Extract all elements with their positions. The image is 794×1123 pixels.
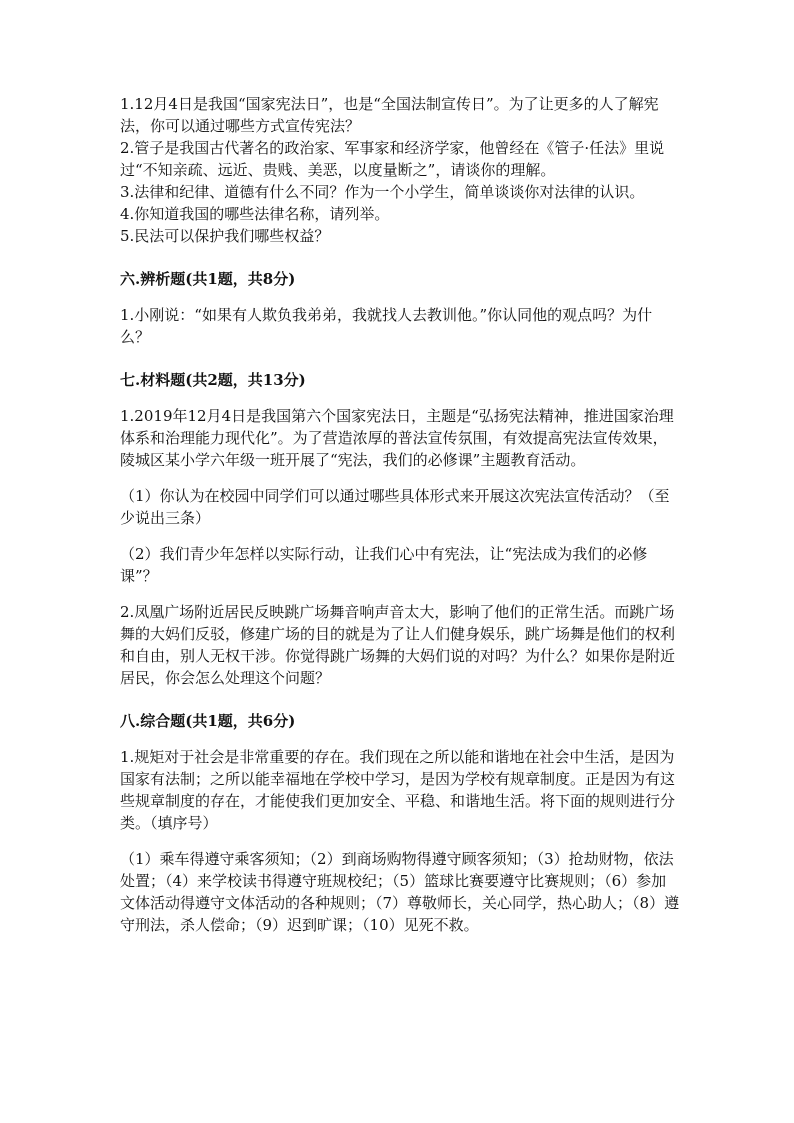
section-6-question-1: 1.小刚说：“如果有人欺负我弟弟，我就找人去教训他。”你认同他的观点吗？为什么？ [120, 306, 653, 346]
section-7-question-2: 2.凤凰广场附近居民反映跳广场舞音响声音太大，影响了他们的正常生活。而跳广场舞的大妈们反驳，修建广场的目的就是为了让人们健身娱乐，跳广场舞是他们的权利和自由，别人无权干涉。你觉得跳广场舞的大妈们说的对吗？为什么？如果你是附近居民，你会怎么处理这个问题？ [120, 603, 676, 687]
short-answer-q3: 3.法律和纪律、道德有什么不同？作为一个小学生，简单谈谈你对法律的认识。 [120, 183, 645, 201]
section-8-question-1: 1.规矩对于社会是非常重要的存在。我们现在之所以能和谐地在社会中生活，是因为国家有法制；之所以能幸福地在学校中学习，是因为学校有规章制度。正是因为有这些规章制度的存在，才能使我们更加安全、平稳、和谐地生活。将下面的规则进行分类。（填序号） [120, 748, 676, 832]
short-answer-q5: 5.民法可以保护我们哪些权益？ [120, 227, 330, 245]
section-7-title: 七.材料题(共2题，共13分) [120, 371, 306, 389]
section-6-title: 六.辨析题(共1题，共8分) [120, 270, 296, 288]
page-content [120, 93, 680, 936]
section-7-question-1-sub-1: （1）你认为在校园中同学们可以通过哪些具体形式来开展这次宪法宣传活动？（至少说出三条） [120, 487, 670, 527]
section-8-title: 八.综合题(共1题，共6分) [120, 712, 296, 730]
section-7-question-1: 1.2019年12月4日是我国第六个国家宪法日，主题是“弘扬宪法精神，推进国家治理体系和治理能力现代化”。为了营造浓厚的普法宣传氛围，有效提高宪法宣传效果，陵城区某小学六年级一班开展了“宪法，我们的必修课”主题教育活动。 [120, 407, 674, 469]
section-7-question-1-sub-2: （2）我们青少年怎样以实际行动，让我们心中有宪法，让“宪法成为我们的必修课”？ [120, 545, 648, 585]
short-answer-q4: 4.你知道我国的哪些法律名称，请列举。 [120, 205, 390, 223]
short-answer-q2: 2.管子是我国古代著名的政治家、军事家和经济学家，他曾经在《管子·任法》里说过“不知亲疏、远近、贵贱、美恶，以度量断之”，请谈你的理解。 [120, 139, 665, 179]
section-8-rules-list: （1）乘车得遵守乘客须知；（2）到商场购物得遵守顾客须知；（3）抢劫财物，依法处置；（4）来学校读书得遵守班规校纪；（5）篮球比赛要遵守比赛规则；（6）参加文体活动得遵守文体活动的各种规则；（7）尊敬师长，关心同学，热心助人；（8）遵守刑法，杀人偿命；（9）迟到旷课；（10）见死不救。 [120, 850, 680, 934]
short-answer-q1: 1.12月4日是我国“国家宪法日”，也是“全国法制宣传日”。为了让更多的人了解宪法，你可以通过哪些方式宣传宪法？ [120, 95, 659, 135]
